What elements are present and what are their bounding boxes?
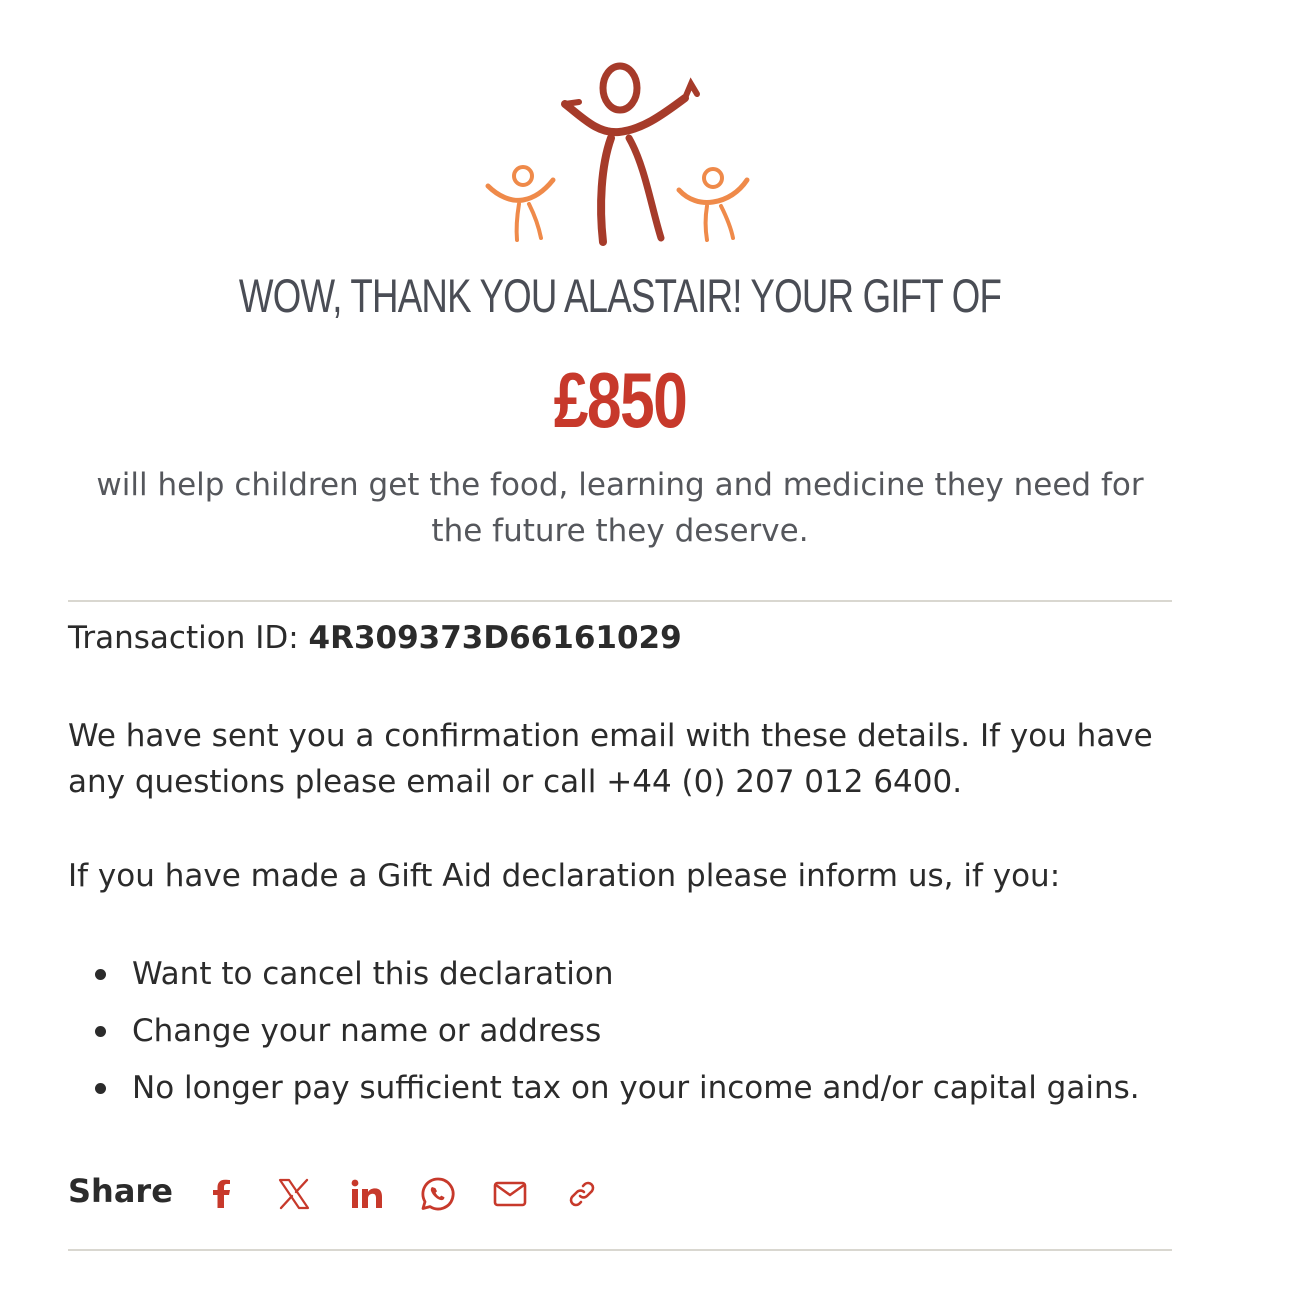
family-figures-logo-icon — [483, 56, 758, 248]
thank-you-headline: WOW, THANK YOU ALASTAIR! YOUR GIFT OF — [238, 269, 1002, 322]
transaction-id-row — [68, 620, 682, 656]
share-bar — [68, 1170, 1172, 1218]
bullet-icon — [95, 969, 106, 980]
share-label: Share — [68, 1172, 173, 1210]
bullet-icon — [95, 1083, 106, 1094]
confirmation-message: We have sent you a confirmation email with these details. If you have any questions please email or call +44 (0) 207 012 6400. — [68, 718, 1153, 800]
impact-message: will help children get the food, learning and medicine they need for the future they deserve. — [96, 467, 1144, 549]
bottom-divider — [68, 1249, 1172, 1251]
gift-aid-list — [68, 946, 1172, 1117]
facebook-icon[interactable] — [202, 1174, 242, 1214]
top-divider — [68, 600, 1172, 602]
link-icon[interactable] — [562, 1174, 602, 1214]
transaction-id-value: 4R309373D66161029 — [308, 620, 682, 656]
linkedin-icon[interactable] — [346, 1174, 386, 1214]
bullet-icon — [95, 1026, 106, 1037]
x-icon[interactable] — [274, 1174, 314, 1214]
gift-amount: £850 — [553, 356, 687, 444]
list-item: Change your name or address — [68, 1003, 1172, 1060]
list-item: Want to cancel this declaration — [68, 946, 1172, 1003]
gift-aid-intro: If you have made a Gift Aid declaration please inform us, if you: — [68, 858, 1061, 894]
transaction-id-label: Transaction ID: — [68, 620, 299, 656]
email-icon[interactable] — [490, 1174, 530, 1214]
list-item: No longer pay sufficient tax on your income and/or capital gains. — [68, 1060, 1172, 1117]
whatsapp-icon[interactable] — [418, 1174, 458, 1214]
